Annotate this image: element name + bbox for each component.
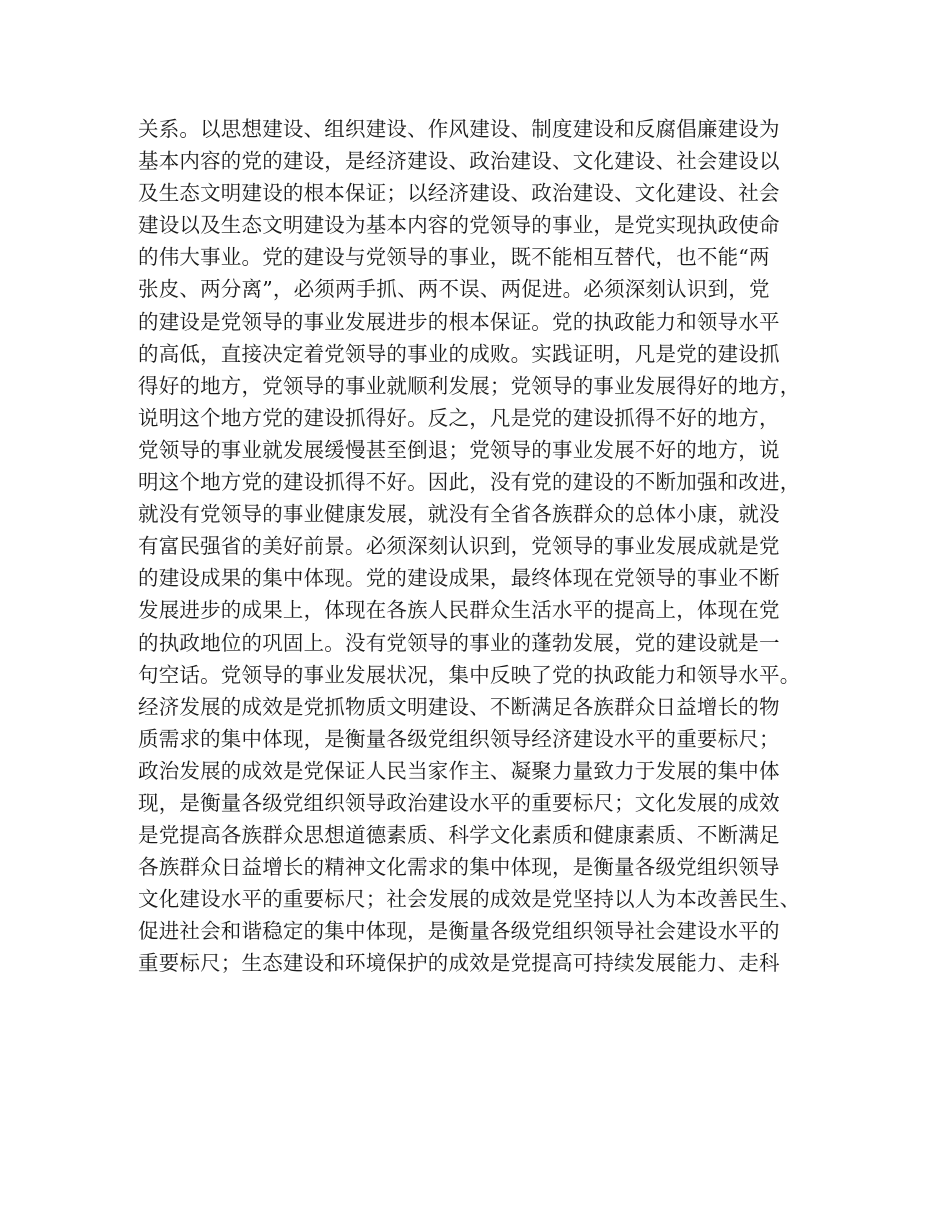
text-line: 得好的地方，党领导的事业就顺利发展；党领导的事业发展得好的地方， xyxy=(138,373,801,398)
text-line: 有富民强省的美好前景。必须深刻认识到，党领导的事业发展成就是党 xyxy=(138,534,780,559)
body-text xyxy=(138,113,828,980)
text-line: 的高低，直接决定着党领导的事业的成败。实践证明，凡是党的建设抓 xyxy=(138,341,780,366)
text-line: 基本内容的党的建设，是经济建设、政治建设、文化建设、社会建设以 xyxy=(138,149,780,174)
text-line: 党领导的事业就发展缓慢甚至倒退；党领导的事业发展不好的地方，说 xyxy=(138,437,780,462)
text-line: 明这个地方党的建设抓得不好。因此，没有党的建设的不断加强和改进， xyxy=(138,470,801,495)
text-line: 文化建设水平的重要标尺；社会发展的成效是党坚持以人为本改善民生、 xyxy=(138,887,801,912)
text-line: 的建设是党领导的事业发展进步的根本保证。党的执政能力和领导水平 xyxy=(138,309,780,334)
text-line: 重要标尺；生态建设和环境保护的成效是党提高可持续发展能力、走科 xyxy=(138,951,780,976)
text-line: 句空话。党领导的事业发展状况，集中反映了党的执政能力和领导水平。 xyxy=(138,662,801,687)
text-line: 就没有党领导的事业健康发展，就没有全省各族群众的总体小康，就没 xyxy=(138,502,780,527)
text-line: 的建设成果的集中体现。党的建设成果，最终体现在党领导的事业不断 xyxy=(138,566,780,591)
text-line: 建设以及生态文明建设为基本内容的党领导的事业，是党实现执政使命 xyxy=(138,213,780,238)
text-line: 说明这个地方党的建设抓得好。反之，凡是党的建设抓得不好的地方， xyxy=(138,405,780,430)
text-line: 是党提高各族群众思想道德素质、科学文化素质和健康素质、不断满足 xyxy=(138,823,780,848)
text-line: 各族群众日益增长的精神文化需求的集中体现，是衡量各级党组织领导 xyxy=(138,855,780,880)
text-line: 及生态文明建设的根本保证；以经济建设、政治建设、文化建设、社会 xyxy=(138,181,780,206)
text-line: 经济发展的成效是党抓物质文明建设、不断满足各族群众日益增长的物 xyxy=(138,694,780,719)
text-line: 的伟大事业。党的建设与党领导的事业，既不能相互替代，也不能“两 xyxy=(138,245,770,270)
text-line: 政治发展的成效是党保证人民当家作主、凝聚力量致力于发展的集中体 xyxy=(138,758,780,783)
text-line: 关系。以思想建设、组织建设、作风建设、制度建设和反腐倡廉建设为 xyxy=(138,117,780,141)
text-line: 质需求的集中体现，是衡量各级党组织领导经济建设水平的重要标尺； xyxy=(138,726,780,751)
text-line: 张皮、两分离”，必须两手抓、两不误、两促进。必须深刻认识到，党 xyxy=(138,277,770,302)
text-line: 的执政地位的巩固上。没有党领导的事业的蓬勃发展，党的建设就是一 xyxy=(138,630,780,655)
text-line: 发展进步的成果上，体现在各族人民群众生活水平的提高上，体现在党 xyxy=(138,598,780,623)
text-line: 促进社会和谐稳定的集中体现，是衡量各级党组织领导社会建设水平的 xyxy=(138,919,780,944)
text-line: 现，是衡量各级党组织领导政治建设水平的重要标尺；文化发展的成效 xyxy=(138,790,780,815)
